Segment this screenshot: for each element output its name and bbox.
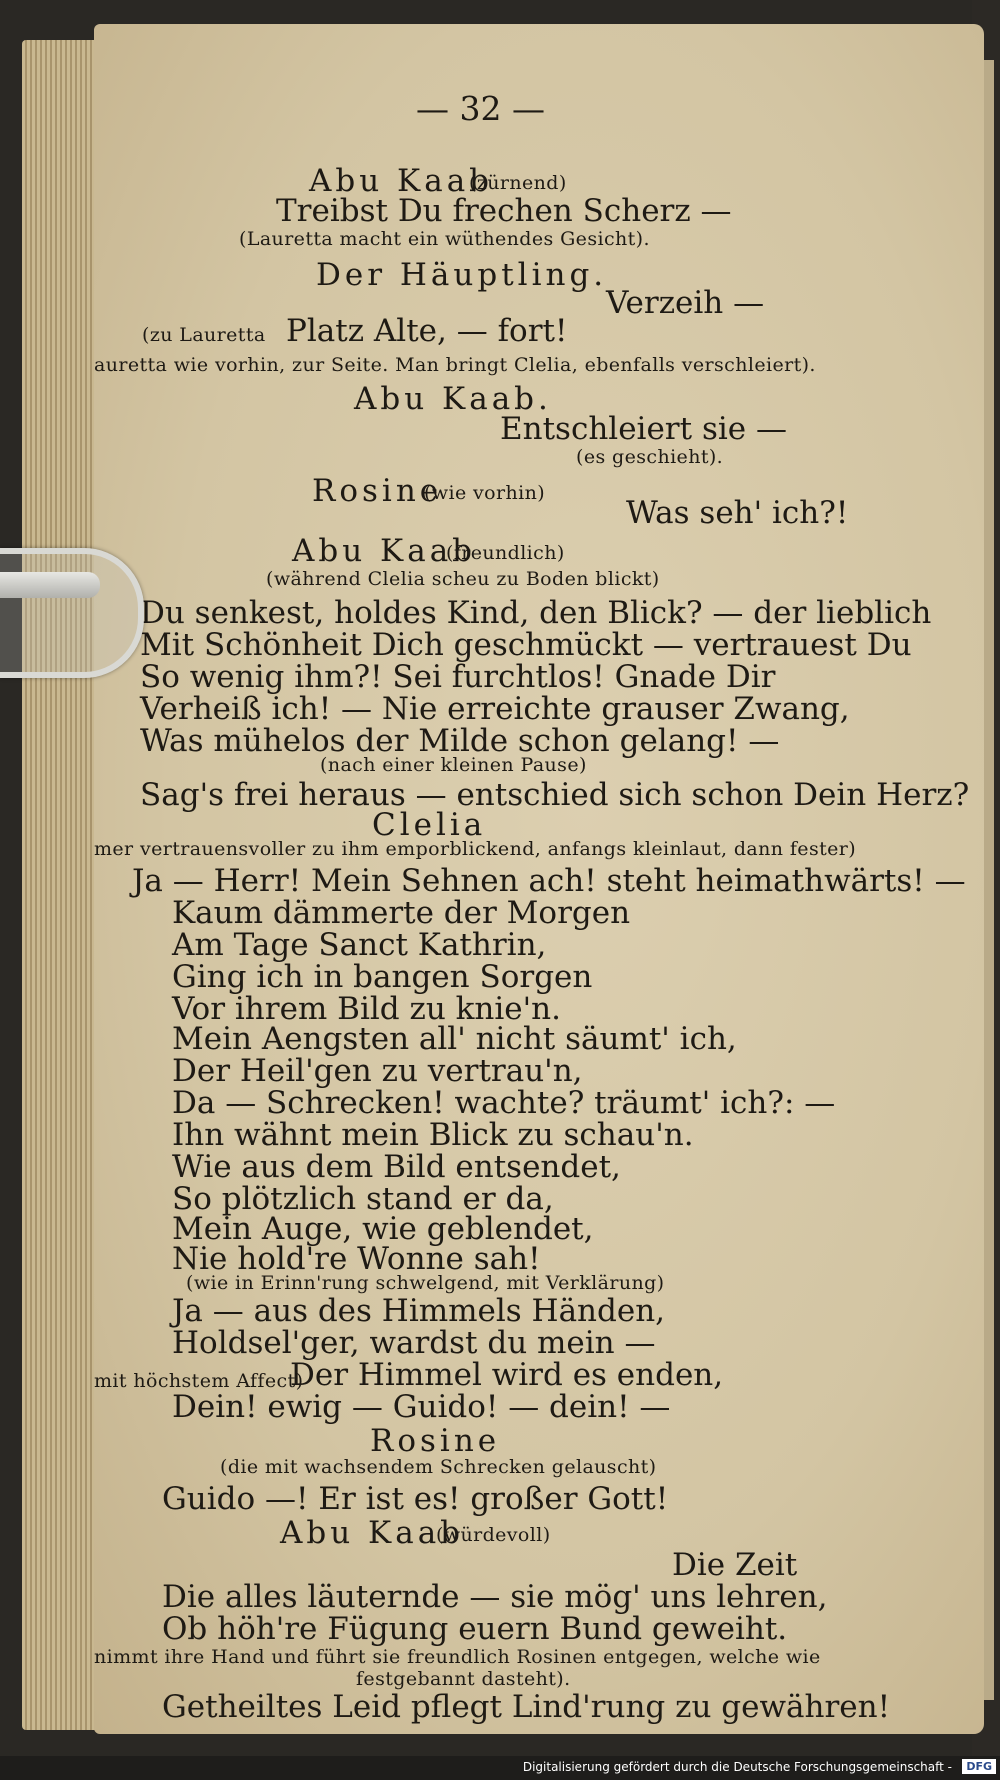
speaker-haeuptling: Der Häuptling. (316, 257, 608, 293)
stage-direction: (zu Lauretta (142, 324, 266, 346)
speaker-abu-kaab: Abu Kaab (280, 1515, 465, 1551)
verse-line: Entschleiert sie — (500, 411, 787, 447)
page-number: — 32 — (416, 89, 545, 128)
verse-line: Getheiltes Leid pflegt Lind'rung zu gewähren! (162, 1689, 891, 1725)
verse-line: Ging ich in bangen Sorgen (172, 959, 593, 995)
footer-credit: Digitalisierung gefördert durch die Deutsche Forschungsgemeinschaft - (522, 1760, 952, 1774)
verse-line: Mein Auge, wie geblendet, (172, 1211, 594, 1247)
verse-line: Du senkest, holdes Kind, den Blick? — der lieblich (140, 595, 932, 631)
stage-direction: (Lauretta macht ein wüthendes Gesicht). (239, 228, 650, 250)
stage-direction: (freundlich) (446, 542, 565, 564)
speaker-clelia: Clelia (372, 807, 487, 843)
book-page (94, 24, 984, 1734)
stage-direction: (nach einer kleinen Pause) (320, 754, 587, 776)
stage-direction: mer vertrauensvoller zu ihm emporblickend, anfangs kleinlaut, dann fester) (94, 838, 857, 860)
verse-line: Ob höh're Fügung euern Bund geweiht. (162, 1611, 788, 1647)
speaker-abu-kaab: Abu Kaab. (354, 381, 552, 417)
verse-line: Die Zeit (672, 1547, 798, 1583)
verse-line: Ja — Herr! Mein Sehnen ach! steht heimathwärts! — (132, 863, 966, 899)
verse-line: Guido —! Er ist es! großer Gott! (162, 1481, 669, 1517)
verse-line: So plötzlich stand er da, (172, 1181, 554, 1217)
verse-line: Nie hold're Wonne sah! (172, 1241, 541, 1277)
verse-line: Holdsel'ger, wardst du mein — (172, 1325, 656, 1361)
stage-direction: (es geschieht). (576, 446, 724, 468)
verse-line: Verzeih — (606, 285, 765, 321)
speaker-rosine: Rosine (312, 473, 443, 509)
digitization-footer (0, 1756, 1000, 1780)
page-edge-stack (22, 40, 102, 1730)
verse-line: Da — Schrecken! wachte? träumt' ich?: — (172, 1085, 836, 1121)
stage-direction: festgebannt dasteht). (356, 1668, 571, 1690)
verse-line: Der Heil'gen zu vertrau'n, (172, 1053, 583, 1089)
verse-line: Am Tage Sanct Kathrin, (172, 927, 547, 963)
stage-direction: (wie in Erinn'rung schwelgend, mit Verklärung) (186, 1272, 665, 1294)
stage-direction: nimmt ihre Hand und führt sie freundlich Rosinen entgegen, welche wie (94, 1646, 821, 1668)
page-clip (0, 548, 144, 678)
stage-direction: auretta wie vorhin, zur Seite. Man bringt Clelia, ebenfalls verschleiert). (94, 354, 816, 376)
stage-direction: (zürnend) (469, 172, 567, 194)
speaker-abu-kaab: Abu Kaab (309, 163, 494, 199)
verse-line: Ja — aus des Himmels Händen, (172, 1293, 666, 1329)
stage-direction: (würdevoll) (436, 1524, 551, 1546)
verse-line: Was seh' ich?! (626, 495, 849, 531)
dfg-logo: DFG (962, 1759, 996, 1774)
verse-line: Mit Schönheit Dich geschmückt — vertrauest Du (140, 627, 912, 663)
verse-line: Was mühelos der Milde schon gelang! — (140, 723, 780, 759)
stage-direction: (die mit wachsendem Schrecken gelauscht) (220, 1456, 657, 1478)
stage-direction: (während Clelia scheu zu Boden blickt) (266, 568, 660, 590)
verse-line: Mein Aengsten all' nicht säumt' ich, (172, 1021, 737, 1057)
stage-direction: mit höchstem Affect) (94, 1370, 304, 1392)
verse-line: Treibst Du frechen Scherz — (276, 193, 732, 229)
speaker-abu-kaab: Abu Kaab (292, 533, 477, 569)
verse-line: Dein! ewig — Guido! — dein! — (172, 1389, 671, 1425)
verse-line: Sag's frei heraus — entschied sich schon Dein Herz? (140, 777, 970, 813)
speaker-rosine: Rosine (370, 1423, 501, 1459)
verse-line: Wie aus dem Bild entsendet, (172, 1149, 621, 1185)
stage-direction: (wie vorhin) (424, 482, 546, 504)
verse-line: Platz Alte, — fort! (286, 313, 568, 349)
verse-line: Verheiß ich! — Nie erreichte grauser Zwang, (140, 691, 850, 727)
verse-line: Ihn wähnt mein Blick zu schau'n. (172, 1117, 694, 1153)
verse-line: Kaum dämmerte der Morgen (172, 895, 631, 931)
verse-line: Vor ihrem Bild zu knie'n. (172, 991, 561, 1027)
verse-line: Der Himmel wird es enden, (290, 1357, 724, 1393)
verse-line: So wenig ihm?! Sei furchtlos! Gnade Dir (140, 659, 776, 695)
verse-line: Die alles läuternde — sie mög' uns lehren, (162, 1579, 828, 1615)
